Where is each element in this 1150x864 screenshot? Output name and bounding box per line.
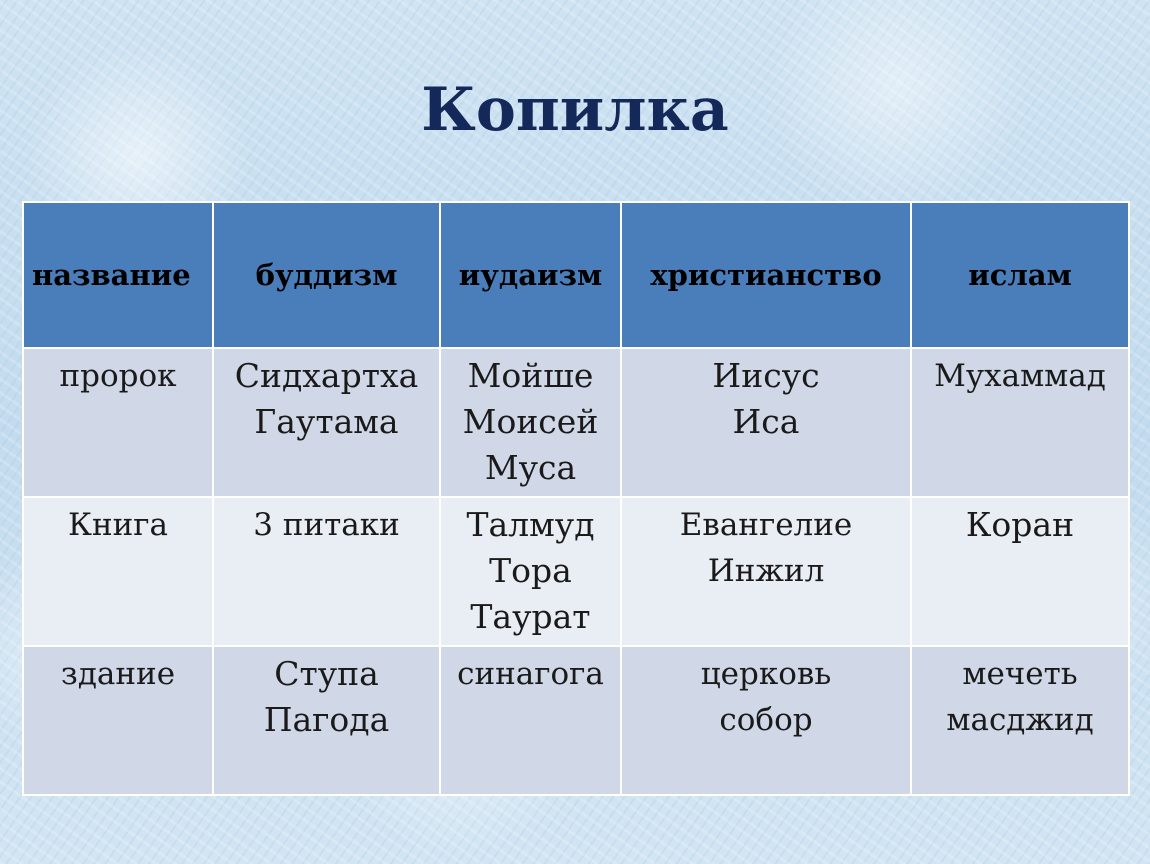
table-row-prophet — [23, 348, 1129, 497]
header-row — [23, 202, 1129, 348]
header-name: название — [23, 202, 213, 348]
header-islam: ислам — [911, 202, 1129, 348]
cell-prophet-christianity: Иисус Иса — [621, 348, 911, 497]
cell-prophet-judaism: Мойше Моисей Муса — [440, 348, 621, 497]
cell-building-islam: мечеть масджид — [911, 646, 1129, 795]
cell-book-christianity: Евангелие Инжил — [621, 497, 911, 646]
cell-prophet-islam: Мухаммад — [911, 348, 1129, 497]
religions-table — [22, 201, 1130, 796]
table-row-building — [23, 646, 1129, 795]
row-label-building: здание — [23, 646, 213, 795]
row-label-book: Книга — [23, 497, 213, 646]
cell-book-islam: Коран — [911, 497, 1129, 646]
header-christianity: христианство — [621, 202, 911, 348]
header-judaism: иудаизм — [440, 202, 621, 348]
cell-book-buddhism: 3 питаки — [213, 497, 440, 646]
table-row-book — [23, 497, 1129, 646]
slide-title: Копилка — [421, 75, 729, 145]
cell-prophet-buddhism: Сидхартха Гаутама — [213, 348, 440, 497]
row-label-prophet: пророк — [23, 348, 213, 497]
cell-building-buddhism: Ступа Пагода — [213, 646, 440, 795]
cell-book-judaism: Талмуд Тора Таурат — [440, 497, 621, 646]
cell-building-judaism: синагога — [440, 646, 621, 795]
header-buddhism: буддизм — [213, 202, 440, 348]
cell-building-christianity: церковь собор — [621, 646, 911, 795]
